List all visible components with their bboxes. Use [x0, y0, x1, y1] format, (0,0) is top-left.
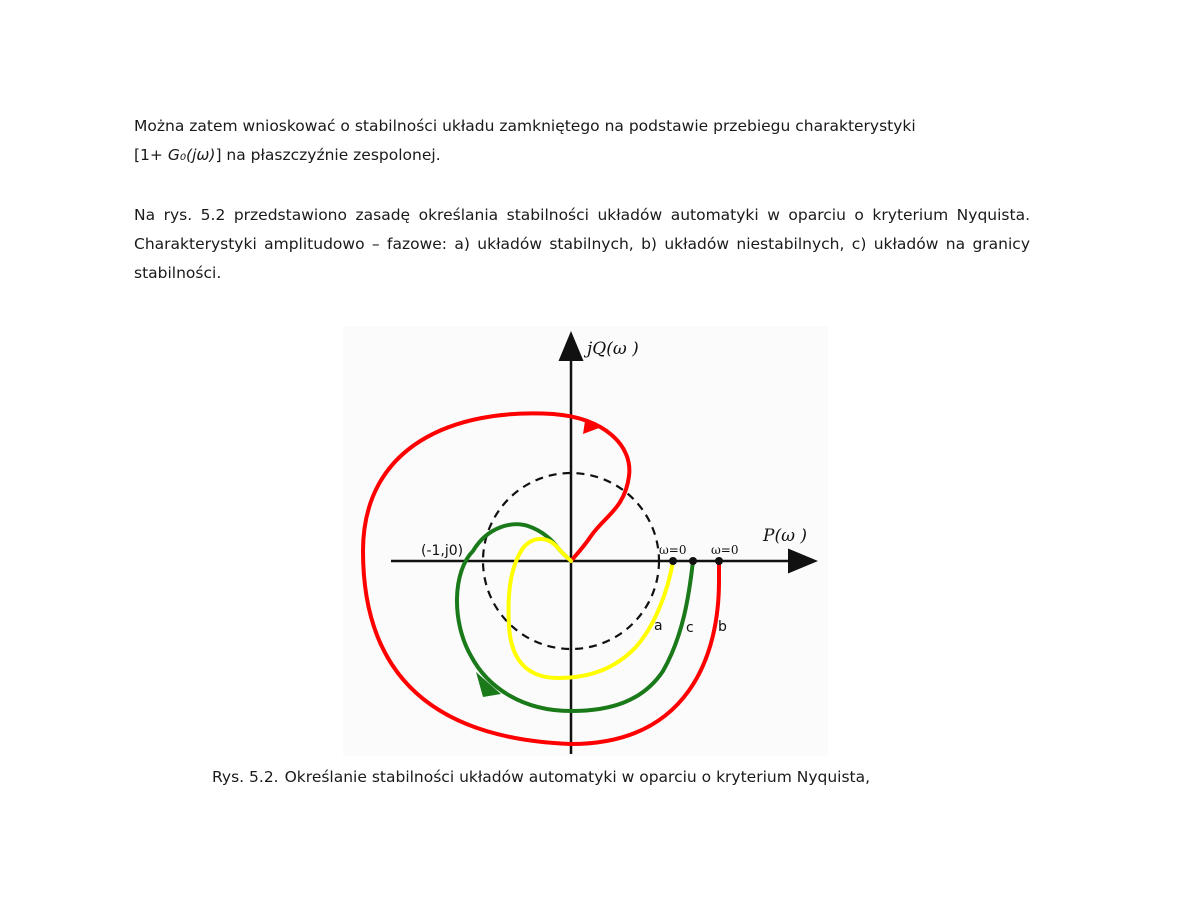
curve-c-label: c — [686, 620, 694, 636]
curve-a-label: a — [654, 618, 663, 634]
paragraph-stability-intro — [134, 112, 1030, 170]
caption-number: Rys. 5.2. — [212, 768, 279, 786]
curve-b — [363, 413, 719, 744]
y-axis-label: jQ(ω ) — [587, 339, 639, 359]
curve-c-arrow — [476, 672, 501, 697]
omega-label-a: ω=0 — [659, 543, 687, 557]
figure-caption — [212, 768, 876, 786]
critical-point-label: (-1,j0) — [421, 543, 464, 559]
paragraph-figure-description: Na rys. 5.2 przedstawiono zasadę określania stabilności układów automatyki w oparciu o kryterium Nyquista. Charakterystyki amplitudowo – fazowe: a) układów stabilnych, b) układów niestabilnych, c) układów na granicy stabilności. — [134, 206, 1030, 282]
nyquist-figure — [343, 326, 828, 756]
x-axis-label: P(ω ) — [763, 526, 807, 546]
paragraph1-prefix: [1+ — [134, 146, 168, 164]
paragraph1-suffix: ] na płaszczyźnie zespolonej. — [215, 146, 441, 164]
omega-zero-point-b — [715, 557, 723, 565]
paragraph1-line1: Można zatem wnioskować o stabilności układu zamkniętego na podstawie przebiegu charakterystyki — [134, 117, 916, 135]
transfer-function-symbol: G₀(jω) — [167, 146, 216, 164]
omega-label-b: ω=0 — [711, 543, 739, 557]
nyquist-plot — [343, 326, 828, 756]
omega-zero-point-a — [669, 557, 677, 565]
caption-text: Określanie stabilności układów automatyki w oparciu o kryterium Nyquista, — [284, 768, 871, 786]
omega-zero-point-c — [689, 557, 697, 565]
curve-b-label: b — [718, 619, 727, 635]
